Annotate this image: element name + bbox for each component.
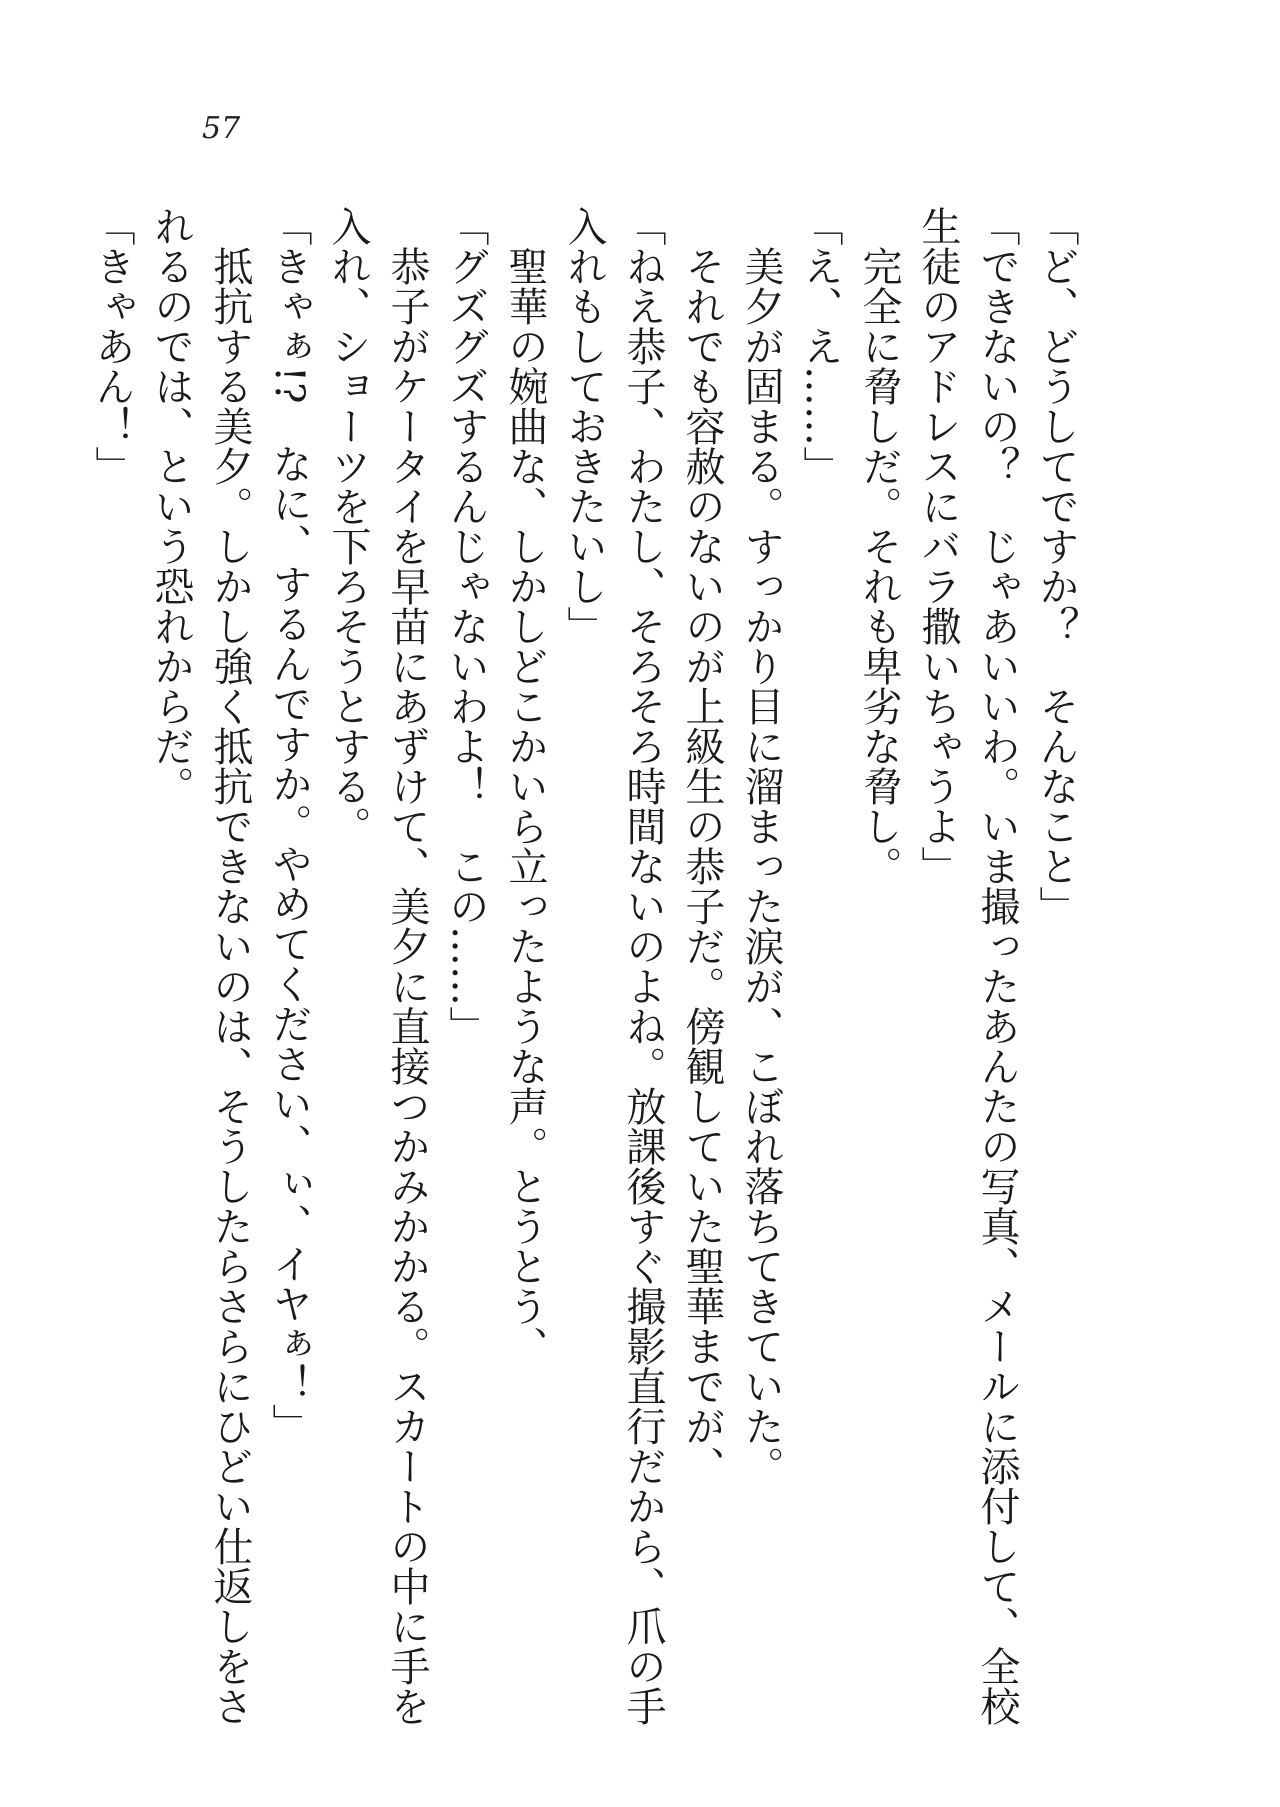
- page-number: 57: [202, 111, 241, 146]
- text-line: 生徒のアドレスにバラ撒いちゃうよ」: [915, 206, 961, 886]
- text-line: 「きゃぁ!? なに、するんですか。やめてください、ぃ、イヤぁ！」: [266, 206, 312, 1444]
- text-line: 「できないの？ じゃあいいわ。いま撮ったあんたの写真、メールに添付して、全校: [974, 206, 1020, 1726]
- text-line: 完全に脅しだ。それも卑劣な脅し。: [856, 206, 902, 886]
- text-line: 「え、え……」: [797, 206, 843, 486]
- text-line: 「ねえ恭子、わたし、そろそろ時間ないのよね。放課後すぐ撮影直行だから、爪の手: [620, 206, 666, 1726]
- text-line: 恭子がケータイを早苗にあずけて、美夕に直接つかみかかる。スカートの中に手を: [384, 206, 430, 1726]
- text-line: 「ど、どうしてですか？ そんなこと」: [1033, 206, 1079, 926]
- text-line: 「グズグズするんじゃないわよ！ この……」: [443, 206, 489, 1046]
- text-line: 聖華の婉曲な、しかしどこかいら立ったような声。とうとう、: [502, 206, 548, 1366]
- text-line: 入れもしておきたいし」: [561, 206, 607, 646]
- text-line: 抵抗する美夕。しかし強く抵抗できないのは、そうしたらさらにひどい仕返しをさ: [207, 206, 253, 1726]
- text-line: それでも容赦のないのが上級生の恭子だ。傍観していた聖華までが、: [679, 206, 725, 1486]
- text-line: 入れ、ショーツを下ろそうとする。: [325, 206, 371, 846]
- text-line: 「きゃあん！」: [89, 206, 135, 486]
- text-line: れるのでは、という恐れからだ。: [148, 206, 194, 806]
- vertical-text-body: [89, 206, 1085, 1726]
- text-line: 美夕が固まる。すっかり目に溜まった涙が、こぼれ落ちてきていた。: [738, 206, 784, 1486]
